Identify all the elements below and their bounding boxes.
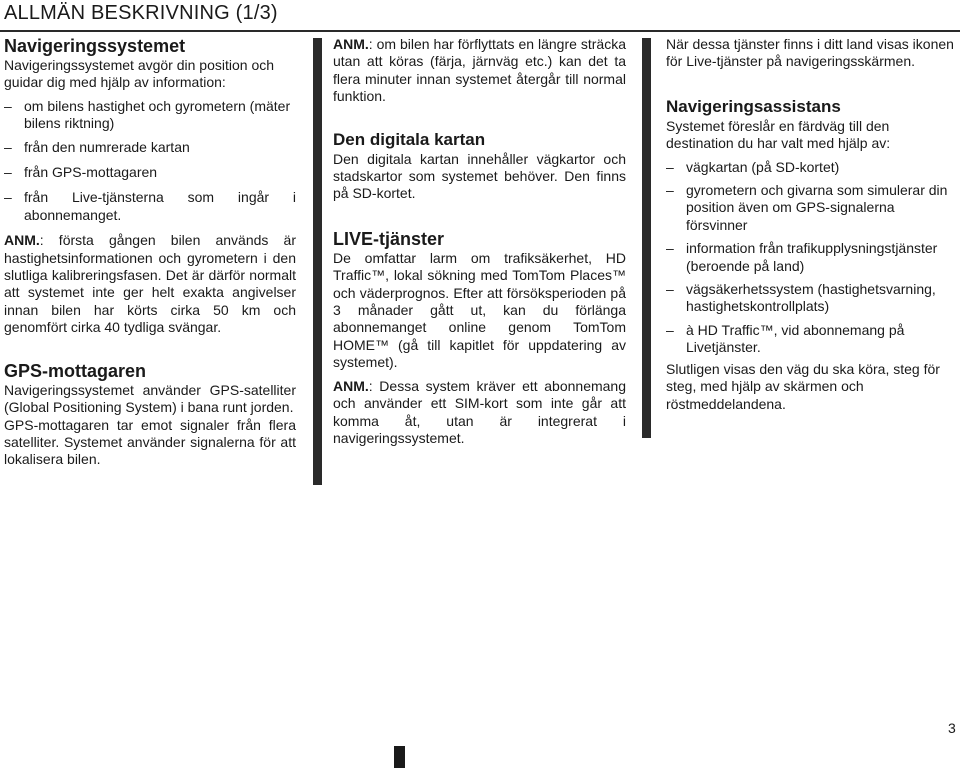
list-item: – information från trafikupplysningstjänster (beroende på land) (666, 240, 958, 275)
column-2 (333, 36, 626, 447)
list-item: – vägkartan (på SD-kortet) (666, 159, 958, 176)
heading-live-tjanster: LIVE-tjänster (333, 228, 445, 249)
info-source-list (4, 98, 296, 224)
page-number: 3 (948, 720, 956, 736)
heading-gps-mottagaren: GPS-mottagaren (4, 360, 147, 381)
column-1 (4, 36, 296, 469)
heading-digitala-kartan: Den digitala kartan (333, 129, 486, 149)
col3-outro: Slutligen visas den väg du ska köra, steg för steg, med hjälp av skärmen och röstmeddelandena. (666, 360, 940, 412)
note-text: : första gången bilen används är hastighetsinformationen och gyrometern i den slutliga kalibreringsfasen. Det är därför normalt att systemet inte ger helt exakta angivelser innan bilen har körts cirka 50 km och genomfört cirka 40 tydliga svängar. (4, 232, 296, 336)
note-text: : Dessa system kräver ett abonnemang och använder ett SIM-kort som inte går att komma åt, utan är integrerat i navigeringssystemet. (333, 377, 626, 446)
note-label: ANM. (333, 377, 369, 394)
list-item: – vägsäkerhetssystem (hastighetsvarning, hastighetskontrollplats) (666, 281, 958, 316)
column-3 (666, 36, 958, 413)
list-item: – à HD Traffic™, vid abonnemang på Livetjänster. (666, 322, 958, 357)
col2-note (333, 36, 626, 106)
col2-note-2 (333, 378, 626, 448)
col1-note (4, 232, 296, 336)
assistance-list (666, 159, 958, 357)
list-item: – om bilens hastighet och gyrometern (mäter bilens riktning) (4, 98, 296, 133)
heading-navigeringsassistans: Navigeringsassistans (666, 96, 841, 116)
note-label: ANM. (4, 232, 40, 249)
col1-intro: Navigeringssystemet avgör din position och guidar dig med hjälp av information: (4, 57, 275, 91)
heading-navigeringssystemet: Navigeringssystemet (4, 36, 186, 56)
col2-map-para: Den digitala kartan innehåller vägkartor och stadskartor som systemet behöver. Den finns på SD-kortet. (333, 150, 626, 202)
note-label: ANM. (333, 36, 369, 52)
list-item: – från den numrerade kartan (4, 139, 296, 156)
list-item: – från Live-tjänsterna som ingår i abonnemanget. (4, 189, 296, 224)
col3-intro: Systemet föreslår en färdväg till den destination du har valt med hjälp av: (666, 117, 891, 152)
title-underline (0, 30, 960, 32)
note-text: : om bilen har förflyttats en längre sträcka utan att köras (färja, järnväg etc.) kan det ta flera minuter innan systemet återgår till normal funktion. (333, 36, 626, 105)
list-item: – gyrometern och givarna som simulerar din position även om GPS-signalerna försvinner (666, 182, 958, 234)
col3-live-icon-para: När dessa tjänster finns i ditt land visas ikonen för Live-tjänster på navigeringsskärmen. (666, 36, 954, 70)
col2-live-para: De omfattar larm om trafiksäkerhet, HD Traffic™, lokal sökning med TomTom Places™ och väderprognos. Efter att försöksperioden på 3 månader gått ut, kan du förlänga abonnemanget online genom TomTom HOME™ (gå till kapitlet för uppdatering av systemet). (333, 249, 626, 371)
column-divider-right (642, 38, 651, 438)
page-title: ALLMÄN BESKRIVNING (1/3) (4, 2, 278, 24)
page-edge-marker (394, 746, 405, 768)
col1-gps-para-1: Navigeringssystemet använder GPS-satelliter (Global Positioning System) i bana runt jorden. (4, 381, 296, 416)
col1-gps-para-2: GPS-mottagaren tar emot signaler från flera satelliter. Systemet använder signalerna för att lokalisera bilen. (4, 416, 296, 468)
list-item: – från GPS-mottagaren (4, 164, 296, 181)
column-divider-left (313, 38, 322, 485)
